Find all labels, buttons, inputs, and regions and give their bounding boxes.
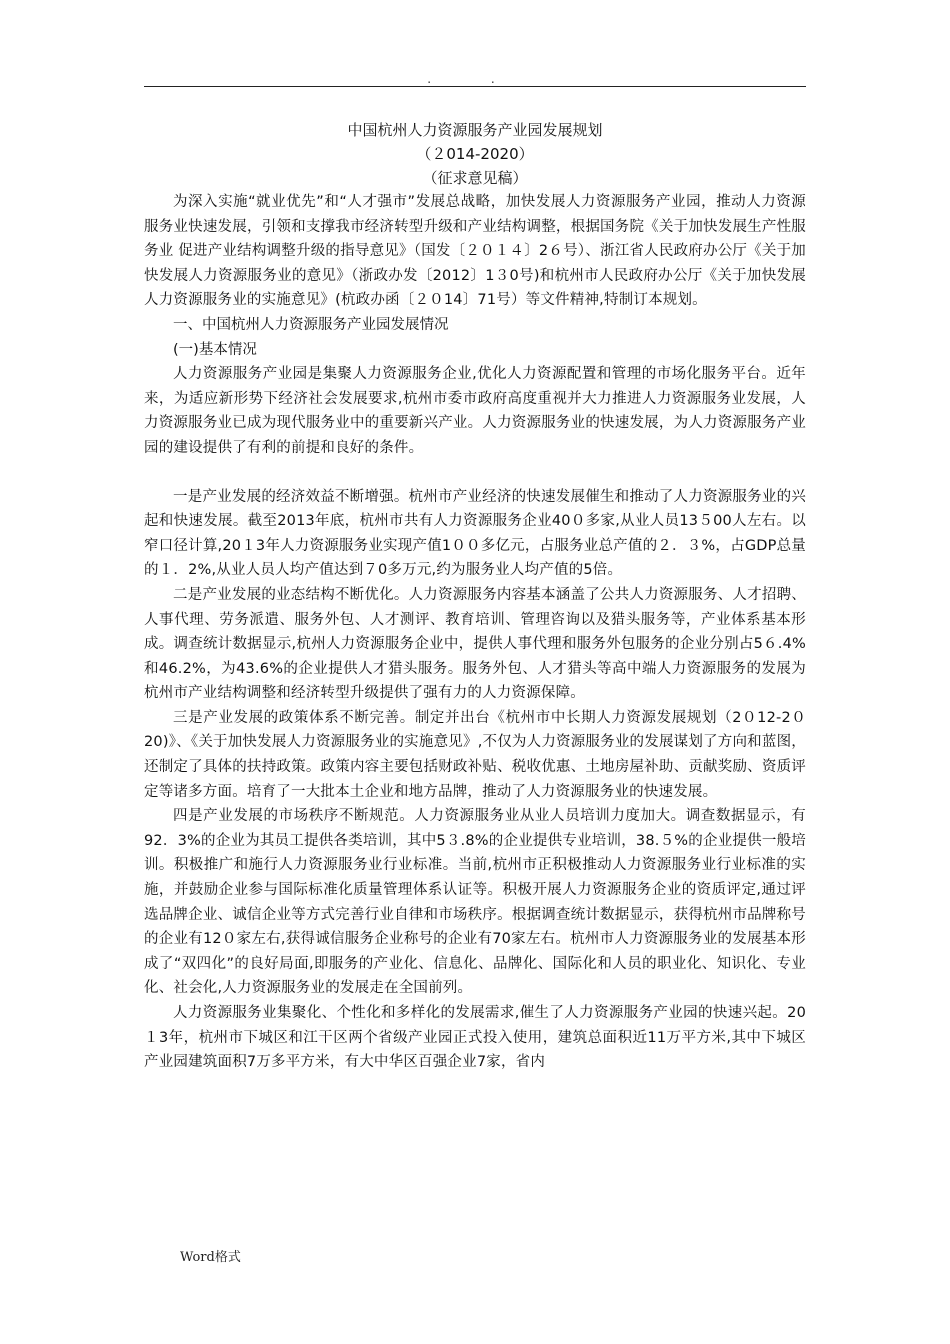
header-marks: . . <box>427 72 523 86</box>
document-title: 中国杭州人力资源服务产业园发展规划 <box>347 121 603 139</box>
footer-label: Word格式 <box>180 1250 241 1265</box>
document-draft-label: （征求意见稿） <box>422 169 528 187</box>
subsection-heading-1: (一)基本情况 <box>173 341 257 358</box>
document-body <box>144 118 806 1075</box>
section-heading-1: 一、中国杭州人力资源服务产业园发展情况 <box>173 316 449 333</box>
paragraph-gap <box>144 461 806 485</box>
paragraph-industrial-park: 人力资源服务业集聚化、个性化和多样化的发展需求,催生了人力资源服务产业园的快速兴起。20１3年，杭州市下城区和江干区两个省级产业园正式投入使用，建筑总面积近11万平方米,其中下城区产业园建筑面积7万多平方米，有大中华区百强企业7家，省内 <box>144 1005 806 1071</box>
paragraph-market-order: 四是产业发展的市场秩序不断规范。人力资源服务业从业人员培训力度加大。调查数据显示，有92．3%的企业为其员工提供各类培训，其中5３.8%的企业提供专业培训，38.５%的企业提供一般培训。积极推广和施行人力资源服务业行业标准。当前,杭州市正积极推动人力资源服务业行业标准的实施，并鼓励企业参与国际标准化质量管理体系认证等。积极开展人力资源服务企业的资质评定,通过评选品牌企业、诚信企业等方式完善行业自律和市场秩序。根据调查统计数据显示，获得杭州市品牌称号的企业有12０家左右,获得诚信服务企业称号的企业有70家左右。杭州市人力资源服务业的发展基本形成了“双四化”的良好局面,即服务的产业化、信息化、品牌化、国际化和人员的职业化、知识化、专业化、社会化,人力资源服务业的发展走在全国前列。 <box>144 808 806 997</box>
paragraph-policy-system: 三是产业发展的政策体系不断完善。制定并出台《杭州市中长期人力资源发展规划（2０12-2０20)》、《关于加快发展人力资源服务业的实施意见》,不仅为人力资源服务业的发展谋划了方向和蓝图，还制定了具体的扶持政策。政策内容主要包括财政补贴、税收优惠、土地房屋补助、贡献奖励、资质评定等诸多方面。培育了一大批本土企业和地方品牌，推动了人力资源服务业的快速发展。 <box>144 709 806 800</box>
header-rule <box>144 86 806 87</box>
paragraph-economic-benefit: 一是产业发展的经济效益不断增强。杭州市产业经济的快速发展催生和推动了人力资源服务业的兴起和快速发展。截至2013年底，杭州市共有人力资源服务企业40０多家,从业人员13５00人左右。以窄口径计算,20１3年人力资源服务业实现产值1００多亿元，占服务业总产值的２．３%，占GDP总量的１．2%,从业人员人均产值达到７0多万元,约为服务业人均产值的5倍。 <box>144 488 806 579</box>
paragraph-basic-situation: 人力资源服务产业园是集聚人力资源服务企业,优化人力资源配置和管理的市场化服务平台。近年来，为适应新形势下经济社会发展要求,杭州市委市政府高度重视并大力推进人力资源服务业发展，人力资源服务业已成为现代服务业中的重要新兴产业。人力资源服务业的快速发展，为人力资源服务产业园的建设提供了有利的前提和良好的条件。 <box>144 366 806 456</box>
paragraph-business-structure: 二是产业发展的业态结构不断优化。人力资源服务内容基本涵盖了公共人力资源服务、人才招聘、人事代理、劳务派遣、服务外包、人才测评、教育培训、管理咨询以及猎头服务等，产业体系基本形成。调查统计数据显示,杭州人力资源服务企业中，提供人事代理和服务外包服务的企业分别占5６.4%和46.2%，为43.6%的企业提供人才猎头服务。服务外包、人才猎头等高中端人力资源服务的发展为杭州市产业结构调整和经济转型升级提供了强有力的人力资源保障。 <box>144 586 806 702</box>
intro-paragraph: 为深入实施“就业优先”和“人才强市”发展总战略，加快发展人力资源服务产业园，推动人力资源服务业快速发展，引领和支撑我市经济转型升级和产业结构调整，根据国务院《关于加快发展生产性服务业 促进产业结构调整升级的指导意见》（国发〔２０１４〕2６号）、浙江省人民政府办公厅《关于加快发展人力资源服务业的意见》（浙政办发〔2012〕1３0号)和杭州市人民政府办公厅《关于加快发展人力资源服务业的实施意见》(杭政办函〔２０14〕71号）等文件精神,特制订本规划。 <box>144 194 806 309</box>
document-years: （２014-2020） <box>416 145 534 163</box>
